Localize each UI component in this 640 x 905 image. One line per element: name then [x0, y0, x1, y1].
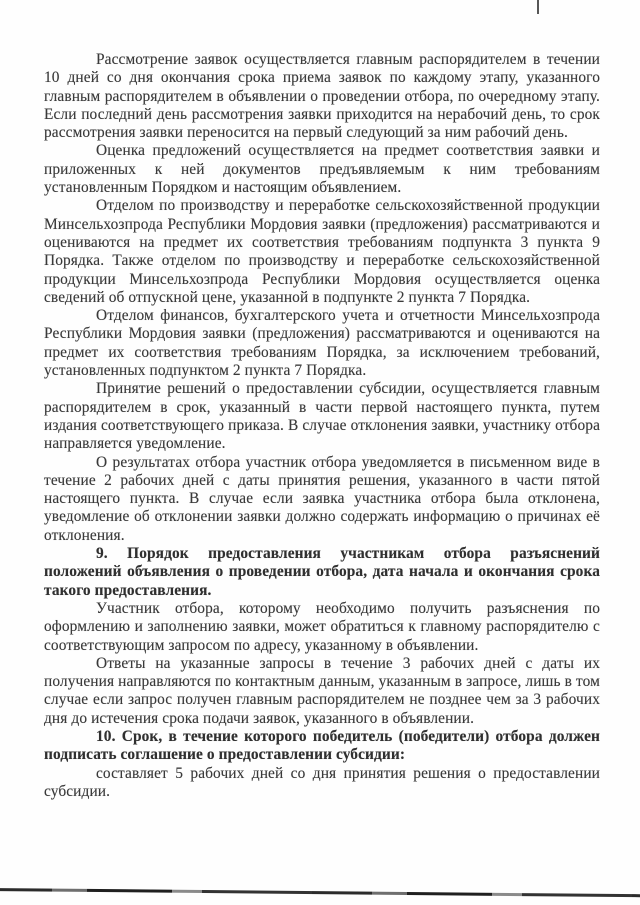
paragraph-request-answers: Ответы на указанные запросы в течение 3 рабочих дней с даты их получения направляются по контактным данным, указанным в запросе, лишь в том случае если запрос получен главным распорядителем не позднее чем за 3 рабочих дня до истечения срока подачи заявок, указанного в объявлении. — [44, 654, 600, 727]
scan-tick-artifact — [537, 0, 539, 14]
section-9-heading: 9. Порядок предоставления участникам отбора разъяснений положений объявления о проведении отбора, дата начала и окончания срока такого предоставления. — [44, 545, 600, 599]
paragraph-subsidy-decision: Принятие решений о предоставлении субсидии, осуществляется главным распорядителем в срок, указанный в части первой настоящего пункта, путем издания соответствующего приказа. В случае отклонения заявки, участнику отбора направляется уведомление. — [44, 380, 600, 453]
paragraph-review-of-applications: Рассмотрение заявок осуществляется главным распорядителем в течении 10 дней со дня окончания срока приема заявок по каждому этапу, указанного главным распорядителем в объявлении о проведении отбора, по очередному этапу. Если последний день рассмотрения заявки приходится на нерабочий день, то срок рассмотрения заявки переносится на первый следующий за ним рабочий день. — [44, 51, 600, 142]
paragraph-finance-department: Отделом финансов, бухгалтерского учета и отчетности Минсельхозпрода Республики Мордовия заявки (предложения) рассматриваются и оцениваются на предмет их соответствия требованиям Порядка, за исключением требований, установленных подпунктом 2 пункта 7 Порядка. — [44, 307, 600, 380]
paragraph-production-department: Отделом по производству и переработке сельскохозяйственной продукции Минсельхозпрода Республики Мордовия заявки (предложения) рассматриваются и оцениваются на предмет их соответствия требованиям подпункта 3 пункта 9 Порядка. Также отделом по производству и переработке сельскохозяйственной продукции Минсельхозпрода Республики Мордовия осуществляется оценка сведений об отпускной цене, указанной в подпункте 2 пункта 7 Порядка. — [44, 197, 600, 306]
document-text-block — [44, 51, 600, 801]
paragraph-clarification-request: Участник отбора, которому необходимо получить разъяснения по оформлению и заполнению заявки, может обратиться к главному распорядителю с соответствующим запросом по адресу, указанному в объявлении. — [44, 599, 600, 654]
scan-edge-line-artifact — [0, 888, 640, 897]
paragraph-proposal-evaluation: Оценка предложений осуществляется на предмет соответствия заявки и приложенных к ней документов предъявляемым к ним требованиям установленным Порядком и настоящим объявлением. — [44, 142, 600, 197]
paragraph-results-notification: О результатах отбора участник отбора уведомляется в письменном виде в течение 2 рабочих дней с даты принятия решения, указанного в части пятой настоящего пункта. В случае если заявка участника отбора была отклонена, уведомление об отклонении заявки должно содержать информацию о причинах её отклонения. — [44, 453, 600, 544]
paragraph-agreement-deadline: составляет 5 рабочих дней со дня принятия решения о предоставлении субсидии. — [44, 764, 600, 800]
section-10-heading: 10. Срок, в течение которого победитель (победители) отбора должен подписать соглашение о предоставлении субсидии: — [44, 727, 600, 764]
